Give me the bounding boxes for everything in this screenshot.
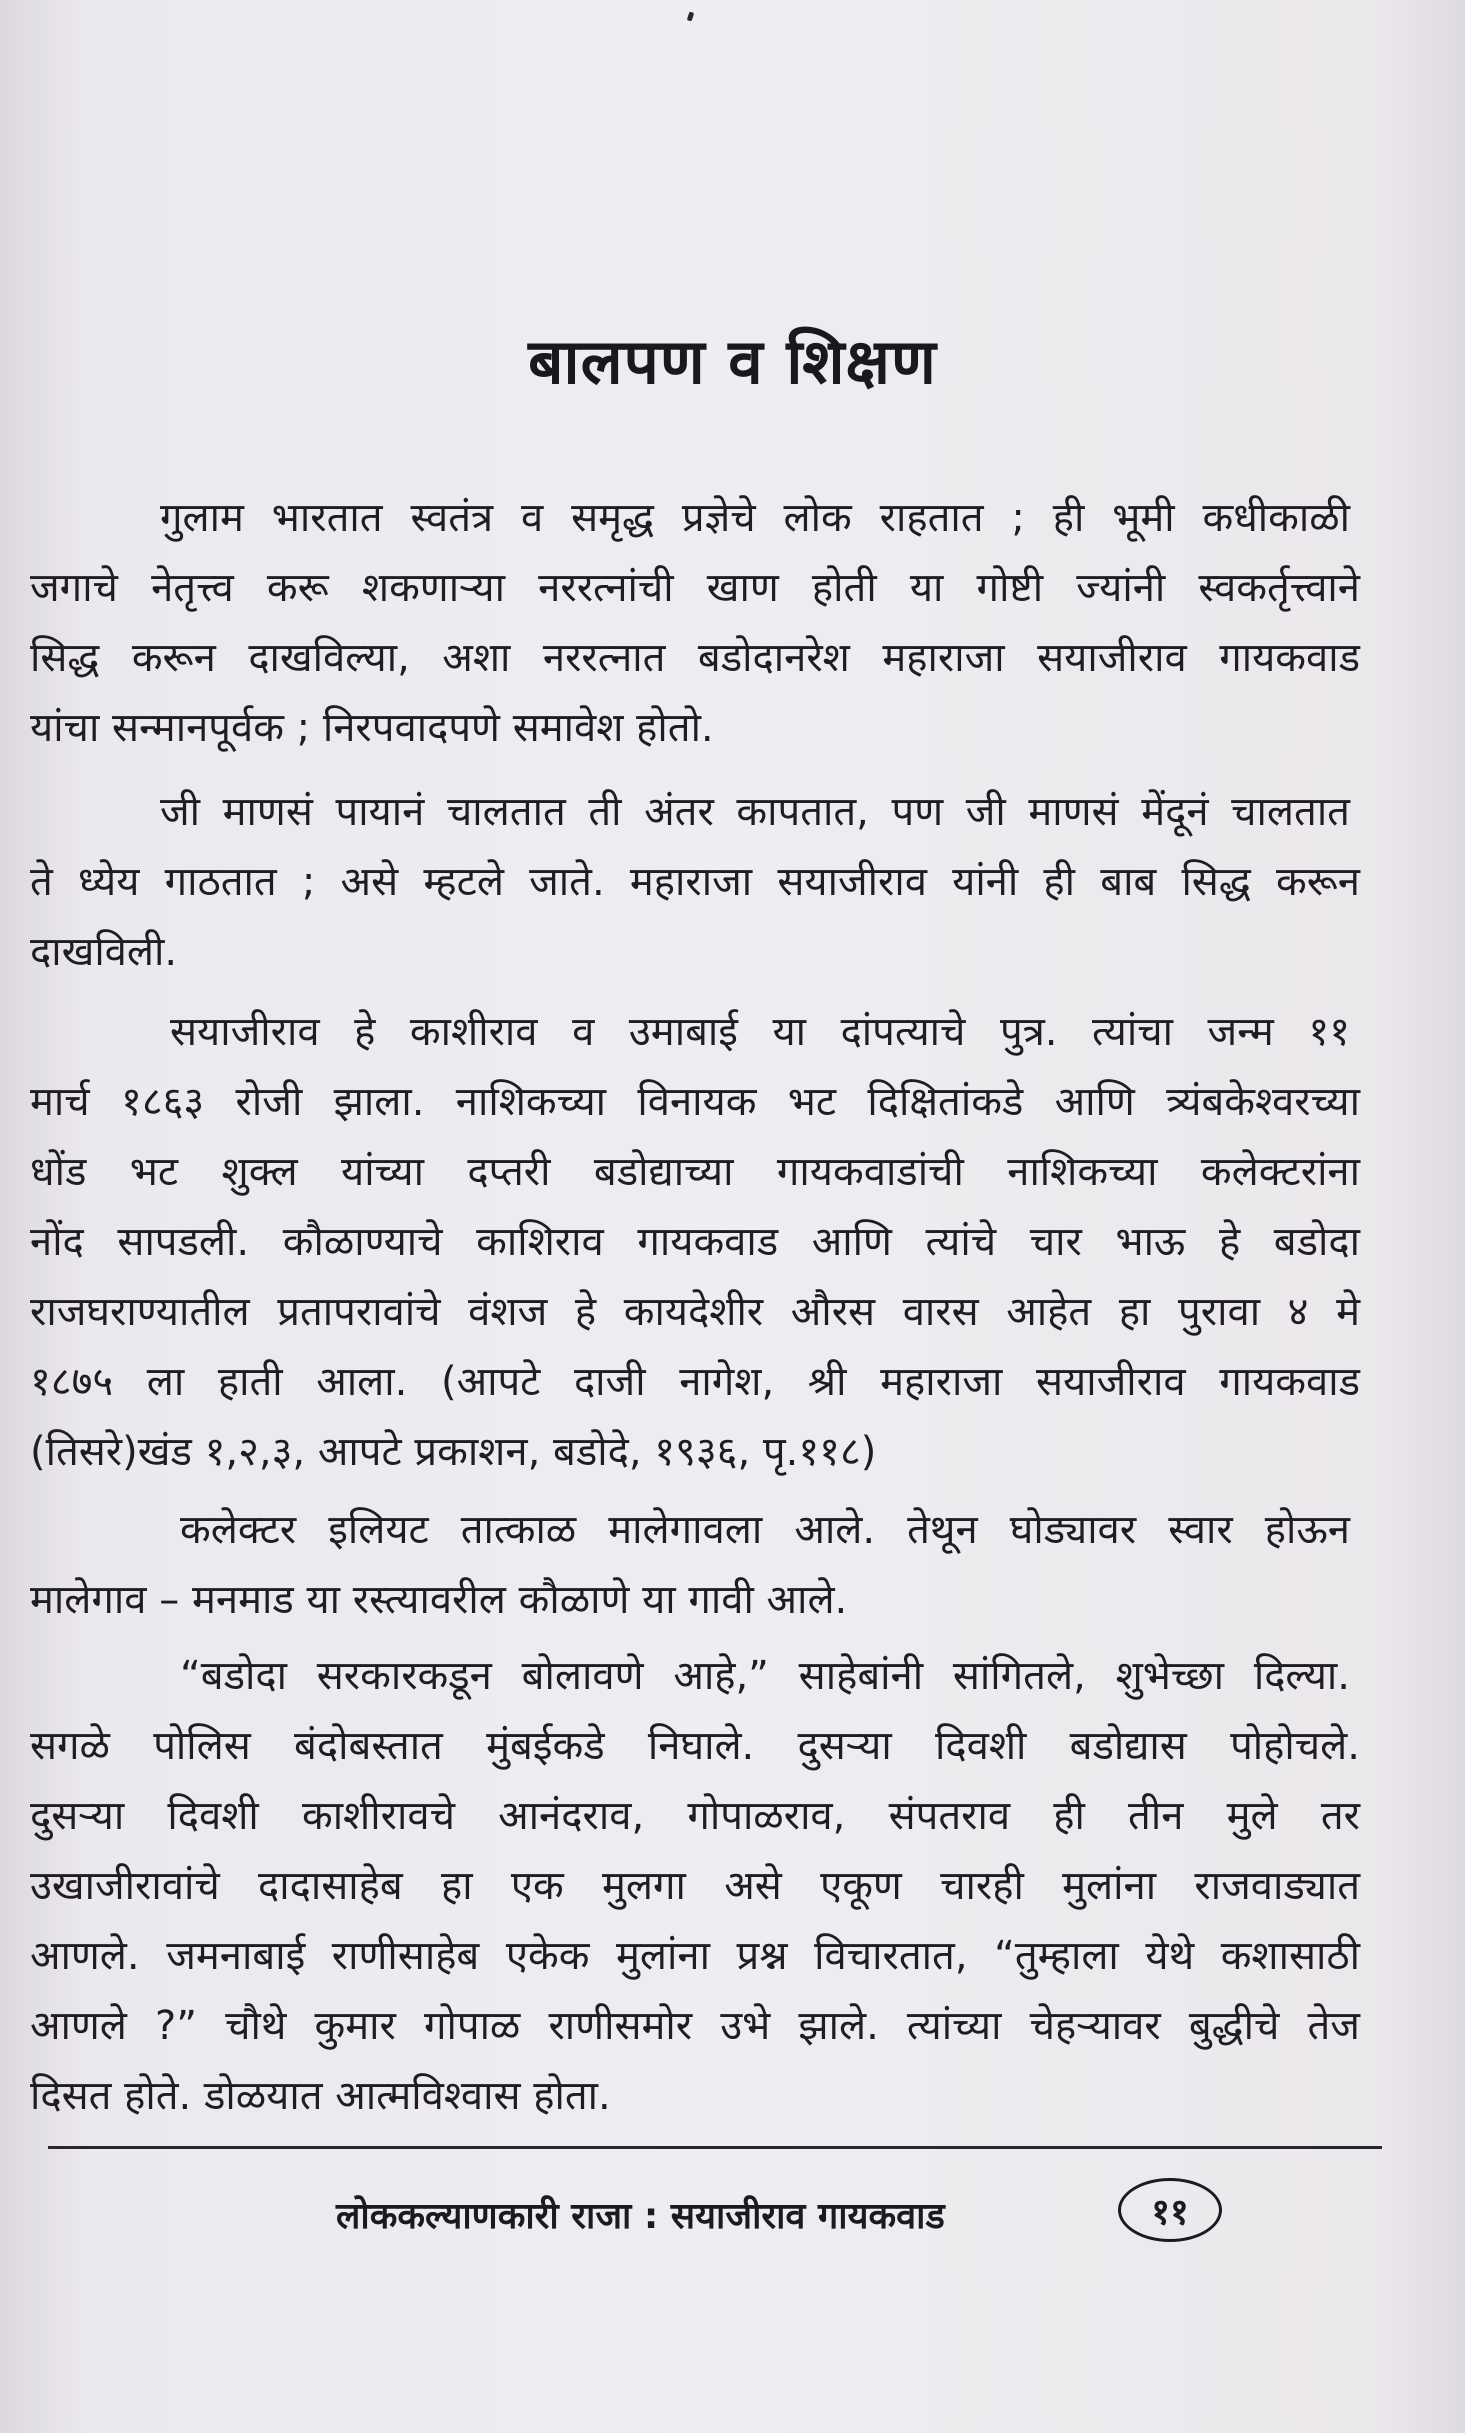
paragraph-3-line-5: राजघराण्यातील प्रतापरावांचे वंशज हे कायदेशीर औरस वारस आहेत हा पुरावा ४ मे — [30, 1289, 1360, 1335]
paragraph-1-line-4: यांचा सन्मानपूर्वक ; निरपवादपणे समावेश होतो. — [30, 705, 714, 751]
paragraph-2-line-1: जी माणसं पायानं चालतात ती अंतर कापतात, पण जी माणसं मेंदूनं चालतात — [160, 789, 1350, 835]
paragraph-3-line-2: मार्च १८६३ रोजी झाला. नाशिकच्या विनायक भट दिक्षितांकडे आणि त्र्यंबकेश्वरच्या — [30, 1079, 1360, 1125]
paragraph-5-line-1: “बडोदा सरकारकडून बोलावणे आहे,” साहेबांनी सांगितले, शुभेच्छा दिल्या. — [180, 1653, 1350, 1699]
paragraph-2-line-2: ते ध्येय गाठतात ; असे म्हटले जाते. महाराजा सयाजीराव यांनी ही बाब सिद्ध करून — [30, 859, 1360, 905]
footer-divider — [48, 2146, 1382, 2149]
paragraph-5-line-3: दुसऱ्या दिवशी काशीरावचे आनंदराव, गोपाळराव, संपतराव ही तीन मुले तर — [30, 1793, 1360, 1839]
paragraph-3-line-3: धोंड भट शुक्ल यांच्या दप्तरी बडोद्याच्या गायकवाडांची नाशिकच्या कलेक्टरांना — [30, 1149, 1360, 1195]
running-footer: लोककल्याणकारी राजा : सयाजीराव गायकवाड — [336, 2196, 945, 2237]
paragraph-3-line-4: नोंद सापडली. कौळाण्याचे काशिराव गायकवाड आणि त्यांचे चार भाऊ हे बडोदा — [30, 1219, 1360, 1265]
ink-speck — [687, 11, 695, 21]
paragraph-3-line-6: १८७५ ला हाती आला. (आपटे दाजी नागेश, श्री महाराजा सयाजीराव गायकवाड — [30, 1359, 1360, 1405]
paragraph-2-line-3: दाखविली. — [30, 929, 178, 975]
paragraph-5-line-6: आणले ?” चौथे कुमार गोपाळ राणीसमोर उभे झाले. त्यांच्या चेहऱ्यावर बुद्धीचे तेज — [30, 2003, 1360, 2049]
paragraph-4-line-2: मालेगाव – मनमाड या रस्त्यावरील कौळाणे या गावी आले. — [30, 1577, 848, 1623]
paragraph-1-line-3: सिद्ध करून दाखविल्या, अशा नररत्नात बडोदानरेश महाराजा सयाजीराव गायकवाड — [30, 635, 1360, 681]
paragraph-5-line-5: आणले. जमनाबाई राणीसाहेब एकेक मुलांना प्रश्न विचारतात, “तुम्हाला येथे कशासाठी — [30, 1933, 1360, 1979]
paragraph-5-line-4: उखाजीरावांचे दादासाहेब हा एक मुलगा असे एकूण चारही मुलांना राजवाड्यात — [30, 1863, 1360, 1909]
paragraph-3-line-1: सयाजीराव हे काशीराव व उमाबाई या दांपत्याचे पुत्र. त्यांचा जन्म ११ — [170, 1009, 1350, 1055]
paragraph-3-line-7: (तिसरे)खंड १,२,३, आपटे प्रकाशन, बडोदे, १९३६, पृ.११८) — [30, 1429, 877, 1475]
paragraph-1-line-2: जगाचे नेतृत्त्व करू शकणाऱ्या नररत्नांची खाण होती या गोष्टी ज्यांनी स्वकर्तृत्त्वाने — [30, 565, 1360, 611]
paragraph-5-line-7: दिसत होते. डोळयात आत्मविश्वास होता. — [30, 2073, 611, 2119]
paragraph-4-line-1: कलेक्टर इलियट तात्काळ मालेगावला आले. तेथून घोड्यावर स्वार होऊन — [180, 1507, 1350, 1553]
page-number: ११ — [1118, 2178, 1222, 2242]
paragraph-1-line-1: गुलाम भारतात स्वतंत्र व समृद्ध प्रज्ञेचे लोक राहतात ; ही भूमी कधीकाळी — [160, 495, 1350, 541]
chapter-title: बालपण व शिक्षण — [528, 325, 937, 398]
paragraph-5-line-2: सगळे पोलिस बंदोबस्तात मुंबईकडे निघाले. दुसऱ्या दिवशी बडोद्यास पोहोचले. — [30, 1723, 1360, 1769]
